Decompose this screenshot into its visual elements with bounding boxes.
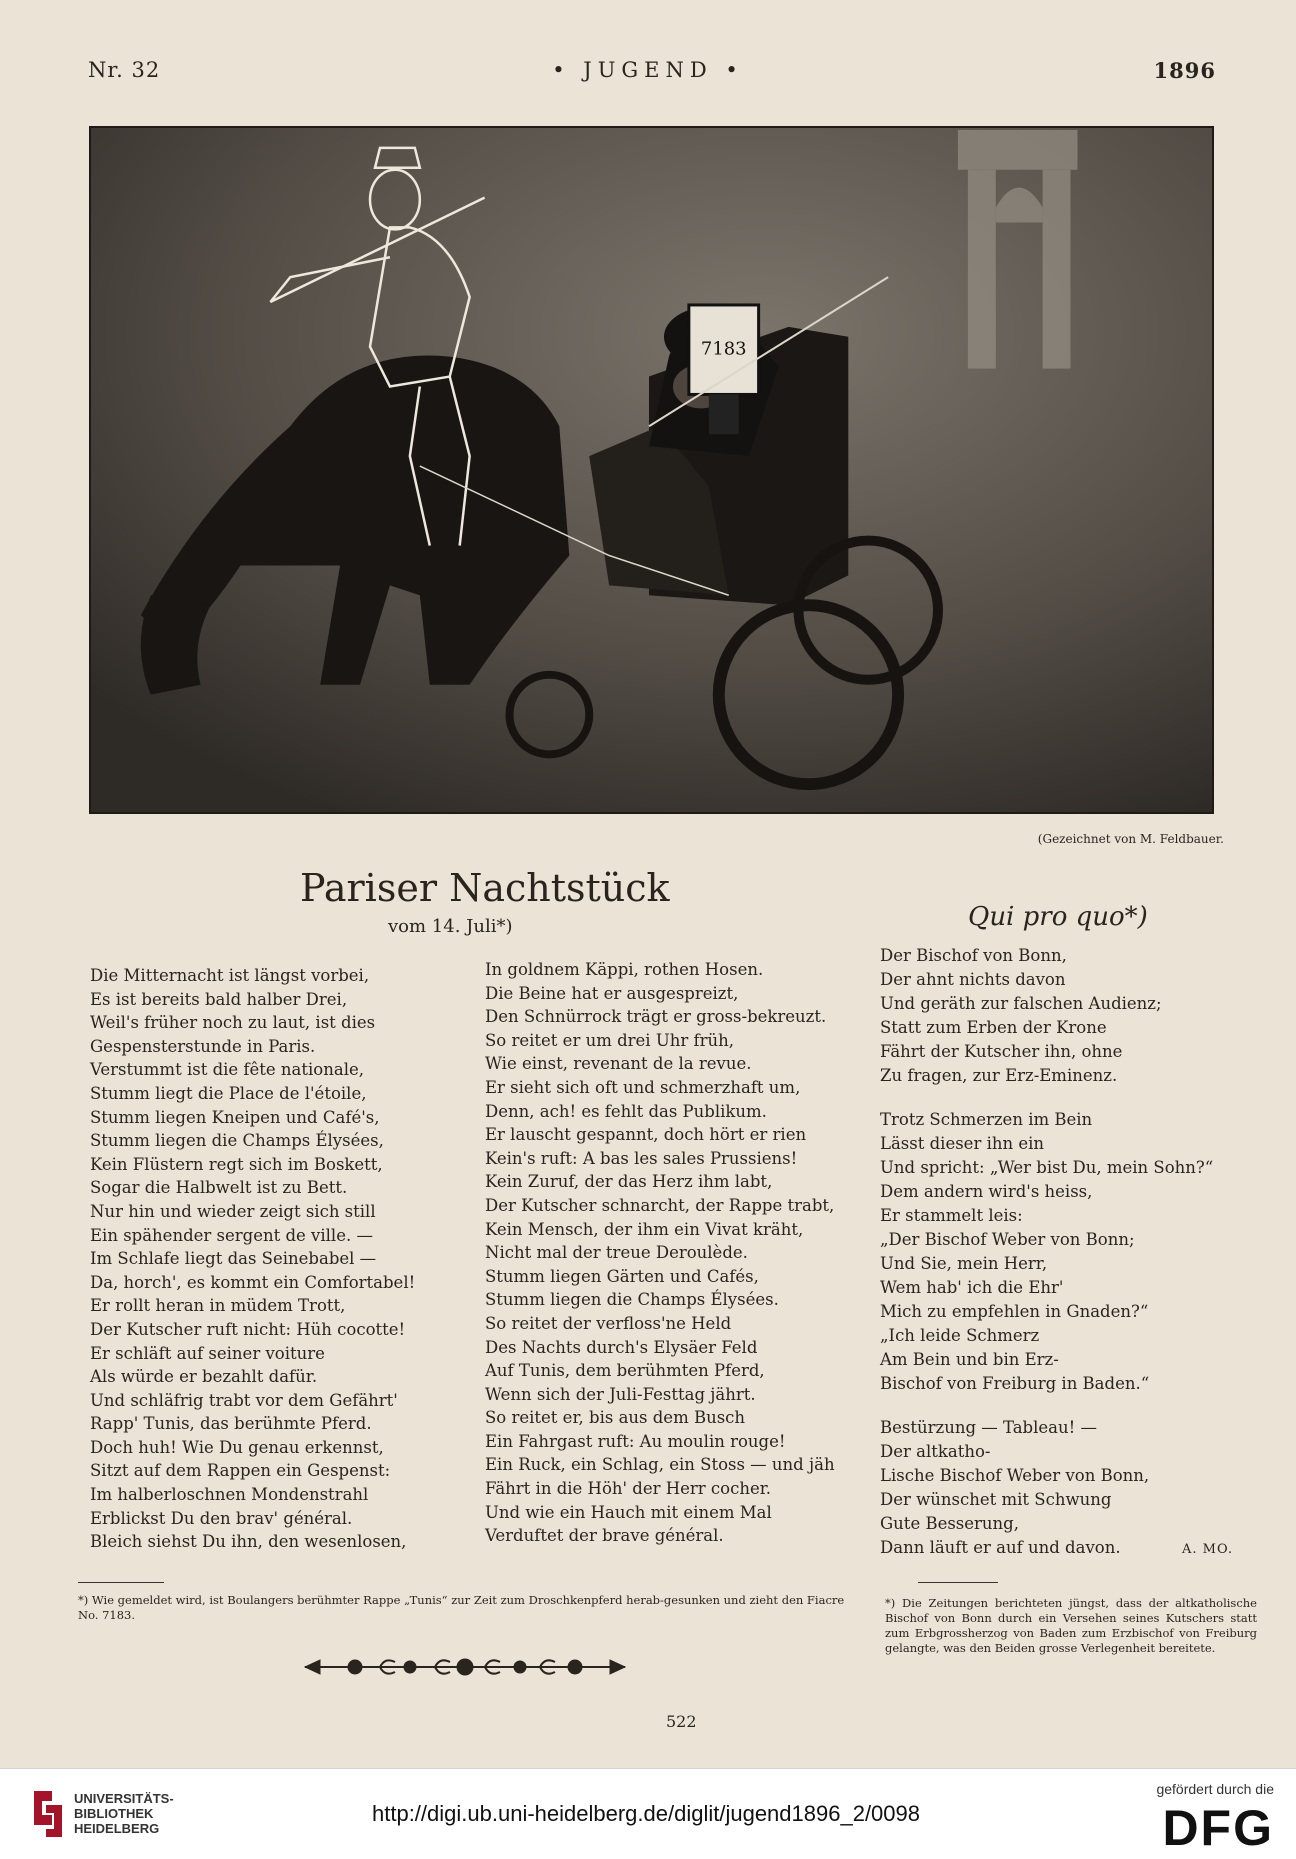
source-url-link[interactable]: http://digi.ub.uni-heidelberg.de/diglit/jugend1896_2/0098 — [372, 1801, 920, 1826]
poem-line: Weil's früher noch zu laut, ist dies — [90, 1013, 376, 1033]
poem-line: Und geräth zur falschen Audienz; — [880, 994, 1162, 1013]
poem-line: Lische Bischof Weber von Bonn, — [880, 1466, 1150, 1485]
poem2-footnote: *) Die Zeitungen berichteten jüngst, dass der altkatholische Bischof von Bonn durch ein Versehen seines Kutschers statt zum Erbgrossherzog von Baden zum Erzbischof von Freiburg gelangte, was den Beiden grosse Verlegenheit bereitete. — [885, 1596, 1257, 1655]
poem-line: Stumm liegen Kneipen und Café's, — [90, 1107, 380, 1127]
poem-line: Dem andern wird's heiss, — [880, 1182, 1093, 1201]
library-name-line: HEIDELBERG — [74, 1821, 160, 1836]
library-name — [74, 1791, 174, 1836]
poem-line: Wem hab' ich die Ehr' — [880, 1278, 1064, 1297]
poem-line: Stumm liegen Gärten und Cafés, — [485, 1266, 759, 1286]
poem-line: Stumm liegen die Champs Élysées. — [485, 1290, 779, 1310]
poem-line: Des Nachts durch's Elysäer Feld — [485, 1337, 758, 1357]
poem1-column-2 — [485, 958, 835, 1548]
poem-line: Stumm liegt die Place de l'étoile, — [90, 1083, 367, 1103]
poem-line: Zu fragen, zur Erz-Eminenz. — [880, 1066, 1118, 1085]
poem-line: Bischof von Freiburg in Baden.“ — [880, 1374, 1150, 1393]
poem-line: Er stammelt leis: — [880, 1206, 1023, 1225]
illustration-night-cab — [89, 126, 1214, 814]
poem-line: Nicht mal der treue Deroulède. — [485, 1243, 748, 1263]
poem-line: Verduftet der brave général. — [485, 1526, 724, 1546]
poem-line: Der Kutscher schnarcht, der Rappe trabt, — [485, 1195, 835, 1215]
issue-number: Nr. 32 — [88, 58, 161, 82]
poem-line: Mich zu empfehlen in Gnaden?“ — [880, 1302, 1149, 1321]
illustration-drawing — [91, 128, 1212, 812]
poem-line: Erblickst Du den brav' général. — [90, 1508, 353, 1528]
poem-line: Und spricht: „Wer bist Du, mein Sohn?“ — [880, 1158, 1214, 1177]
poem-line: Kein's ruft: A bas les sales Prussiens! — [485, 1148, 798, 1168]
poem-line: Ein Ruck, ein Schlag, ein Stoss — und jäh — [485, 1455, 835, 1475]
poem-line: Dann läuft er auf und davon. — [880, 1538, 1121, 1557]
poem-line: Der altkatho- — [880, 1442, 991, 1461]
library-name-line: UNIVERSITÄTS- — [74, 1791, 174, 1806]
dfg-logo: DFG — [1162, 1800, 1274, 1856]
footnote-rule — [918, 1582, 998, 1583]
page-number: 522 — [666, 1712, 697, 1731]
poem-line: Er lauscht gespannt, doch hört er rien — [485, 1125, 807, 1145]
poem-line: Und Sie, mein Herr, — [880, 1254, 1048, 1273]
poem2-column — [880, 944, 1213, 1560]
poem-line: Kein Zuruf, der das Herz ihm labt, — [485, 1172, 773, 1192]
poem-line: Bleich siehst Du ihn, den wesenlosen, — [90, 1532, 407, 1552]
poem1-title: Pariser Nachtstück — [300, 866, 670, 910]
poem-line: Ein spähender sergent de ville. — — [90, 1225, 373, 1245]
poem-line: Als würde er bezahlt dafür. — [90, 1367, 318, 1387]
footnote-rule — [78, 1582, 164, 1583]
poem-line: Lässt dieser ihn ein — [880, 1134, 1045, 1153]
poem-line: Der Kutscher ruft nicht: Hüh cocotte! — [90, 1319, 406, 1339]
poem-line: Er schläft auf seiner voiture — [90, 1343, 325, 1363]
poem-line: Es ist bereits bald halber Drei, — [90, 989, 348, 1009]
journal-title: • JUGEND • — [552, 58, 744, 82]
poem-line: Die Beine hat er ausgespreizt, — [485, 983, 739, 1003]
university-library-logo-icon — [28, 1787, 68, 1841]
poem-line: Den Schnürrock trägt er gross-bekreuzt. — [485, 1007, 827, 1027]
poem-line: Am Bein und bin Erz- — [880, 1350, 1059, 1369]
poem-line: Gespensterstunde in Paris. — [90, 1036, 316, 1056]
poem-line: Der wünschet mit Schwung — [880, 1490, 1112, 1509]
poem-line: Denn, ach! es fehlt das Publikum. — [485, 1101, 767, 1121]
poem-line: Fährt der Kutscher ihn, ohne — [880, 1042, 1123, 1061]
poem-line: Und schläfrig trabt vor dem Gefährt' — [90, 1390, 398, 1410]
poem-line: Trotz Schmerzen im Bein — [880, 1110, 1093, 1129]
poem-line: Der Bischof von Bonn, — [880, 946, 1067, 965]
poem-line: Und wie ein Hauch mit einem Mal — [485, 1502, 772, 1522]
poem-line: Im halberloschnen Mondenstrahl — [90, 1485, 369, 1505]
poem-line: Die Mitternacht ist längst vorbei, — [90, 966, 370, 985]
poem-line: Wie einst, revenant de la revue. — [485, 1054, 752, 1074]
poem-line: Bestürzung — Tableau! — — [880, 1418, 1098, 1437]
poem-line: Statt zum Erben der Krone — [880, 1018, 1107, 1037]
poem1-column-1 — [90, 964, 415, 1554]
poem-line: Auf Tunis, dem berühmten Pferd, — [485, 1361, 765, 1381]
stanza-gap — [880, 1396, 1213, 1416]
poem2-title: Qui pro quo*) — [968, 902, 1148, 932]
poem-line: Fährt in die Höh' der Herr cocher. — [485, 1479, 772, 1499]
poem-line: Kein Flüstern regt sich im Boskett, — [90, 1154, 383, 1174]
poem-line: Da, horch', es kommt ein Comfortabel! — [90, 1272, 416, 1292]
lantern-number: 7183 — [700, 338, 747, 360]
poem-line: Doch huh! Wie Du genau erkennst, — [90, 1437, 384, 1457]
poem-line: So reitet der verfloss'ne Held — [485, 1313, 732, 1333]
poem1-footnote: *) Wie gemeldet wird, ist Boulangers berühmter Rappe „Tunis“ zur Zeit zum Droschkenpferd herab-gesunken und zieht den Fiacre No. 7183. — [78, 1593, 845, 1622]
library-name-line: BIBLIOTHEK — [74, 1806, 154, 1821]
poem1-subtitle: vom 14. Juli*) — [388, 916, 513, 937]
poem-line: Gute Besserung, — [880, 1514, 1019, 1533]
poem-line: So reitet er, bis aus dem Busch — [485, 1408, 746, 1428]
year: 1896 — [1153, 58, 1216, 83]
illustration-credit: (Gezeichnet von M. Feldbauer. — [1037, 832, 1224, 846]
stanza-gap — [880, 1088, 1213, 1108]
poem-line: Im Schlafe liegt das Seinebabel — — [90, 1249, 377, 1269]
poem-line: Stumm liegen die Champs Élysées, — [90, 1131, 384, 1151]
poem-line: Ein Fahrgast ruft: Au moulin rouge! — [485, 1431, 786, 1451]
poem-line: „Der Bischof Weber von Bonn; — [880, 1230, 1135, 1249]
digitization-footer — [0, 1768, 1296, 1859]
poem-line: Er sieht sich oft und schmerzhaft um, — [485, 1077, 801, 1097]
poem-line: „Ich leide Schmerz — [880, 1326, 1040, 1345]
decorative-ornament — [300, 1652, 630, 1682]
poem-line: Er rollt heran in müdem Trott, — [90, 1296, 346, 1316]
poem-line: Kein Mensch, der ihm ein Vivat kräht, — [485, 1219, 804, 1239]
poem-line: So reitet er um drei Uhr früh, — [485, 1030, 734, 1050]
poem-line: Sitzt auf dem Rappen ein Gespenst: — [90, 1461, 391, 1481]
poem-line: Sogar die Halbwelt ist zu Bett. — [90, 1178, 348, 1198]
poem-line: Wenn sich der Juli-Festtag jährt. — [485, 1384, 756, 1404]
funding-label: gefördert durch die — [1156, 1781, 1274, 1797]
poem2-signature: A. MO. — [1182, 1542, 1233, 1557]
poem-line: Rapp' Tunis, das berühmte Pferd. — [90, 1414, 372, 1434]
poem-line: Verstummt ist die fête nationale, — [90, 1060, 364, 1080]
poem-line: Der ahnt nichts davon — [880, 970, 1066, 989]
poem-line: Nur hin und wieder zeigt sich still — [90, 1201, 376, 1221]
poem-line: In goldnem Käppi, rothen Hosen. — [485, 960, 764, 979]
